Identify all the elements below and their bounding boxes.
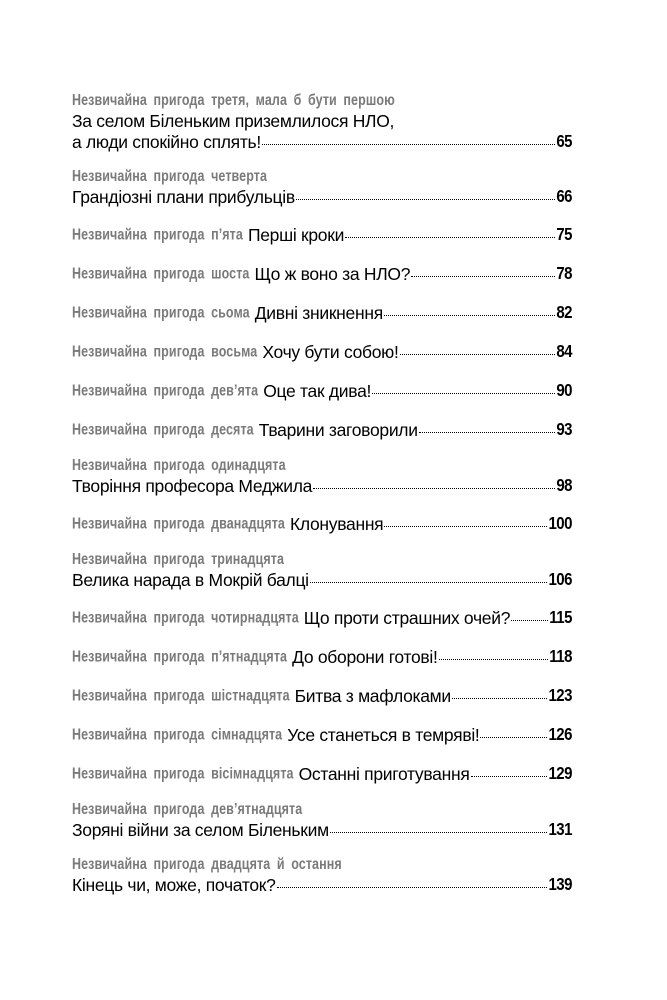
leader-dots bbox=[310, 582, 548, 583]
page-number: 65 bbox=[556, 132, 572, 152]
leader-dots bbox=[262, 144, 555, 145]
chapter-title: а люди спокійно сплять! bbox=[72, 132, 261, 152]
leader-dots bbox=[372, 393, 555, 394]
toc-entry-13[interactable] bbox=[72, 550, 572, 592]
chapter-label: Незвичайна пригода дванадцята bbox=[72, 514, 285, 532]
leader-dots bbox=[511, 620, 548, 621]
leader-dots bbox=[345, 237, 555, 238]
chapter-title: Перші кроки bbox=[247, 225, 345, 245]
leader-dots bbox=[471, 776, 548, 777]
leader-dots bbox=[400, 354, 556, 355]
chapter-label: Незвичайна пригода дев’ята bbox=[72, 381, 259, 399]
chapter-label: Незвичайна пригода шоста bbox=[72, 264, 250, 282]
chapter-label: Незвичайна пригода сьома bbox=[72, 303, 250, 321]
toc-entry-15[interactable] bbox=[72, 647, 572, 670]
toc-entry-12[interactable] bbox=[72, 514, 572, 537]
chapter-title: Творіння професора Меджила bbox=[72, 476, 313, 496]
leader-dots bbox=[330, 832, 548, 833]
chapter-title: До оборони готові! bbox=[292, 647, 438, 667]
chapter-title: Останні приготування bbox=[298, 764, 470, 784]
chapter-title: Велика нарада в Мокрій балці bbox=[72, 570, 309, 590]
chapter-label: Незвичайна пригода шістнадцята bbox=[72, 686, 290, 704]
toc-entry-17[interactable] bbox=[72, 725, 572, 748]
toc-entry-5[interactable] bbox=[72, 225, 572, 248]
toc-entry-7[interactable] bbox=[72, 303, 572, 326]
page-number: 139 bbox=[548, 875, 572, 895]
chapter-label: Незвичайна пригода одинадцята bbox=[72, 456, 286, 474]
page-number: 100 bbox=[548, 514, 572, 534]
page-number: 118 bbox=[549, 647, 572, 667]
table-of-contents bbox=[72, 91, 572, 913]
toc-entry-18[interactable] bbox=[72, 764, 572, 787]
chapter-label: Незвичайна пригода сімнадцята bbox=[72, 725, 283, 743]
page-number: 82 bbox=[556, 303, 572, 323]
page-number: 90 bbox=[556, 381, 572, 401]
chapter-title: Усе станеться в темряві! bbox=[287, 725, 480, 745]
page-number: 123 bbox=[548, 686, 572, 706]
chapter-label: Незвичайна пригода третя, мала б бути першою bbox=[72, 91, 395, 109]
chapter-title: Зоряні війни за селом Біленьким bbox=[72, 820, 329, 840]
chapter-title: Битва з мафлоками bbox=[294, 686, 451, 706]
toc-entry-14[interactable] bbox=[72, 608, 572, 631]
toc-entry-4[interactable] bbox=[72, 167, 572, 209]
toc-entry-20[interactable] bbox=[72, 855, 572, 897]
chapter-label: Незвичайна пригода чотирнадцята bbox=[72, 608, 299, 626]
toc-entry-9[interactable] bbox=[72, 381, 572, 404]
leader-dots bbox=[313, 488, 555, 489]
chapter-title: Оце так дива! bbox=[263, 381, 372, 401]
leader-dots bbox=[384, 315, 555, 316]
toc-entry-11[interactable] bbox=[72, 456, 572, 498]
chapter-title: Кінець чи, може, початок? bbox=[72, 875, 276, 895]
chapter-title: Що ж воно за НЛО? bbox=[254, 264, 411, 284]
page-number: 106 bbox=[548, 570, 572, 590]
chapter-title: Клонування bbox=[289, 514, 384, 534]
chapter-label: Незвичайна пригода десята bbox=[72, 420, 254, 438]
chapter-label: Незвичайна пригода вісімнадцята bbox=[72, 764, 294, 782]
toc-entry-3[interactable] bbox=[72, 91, 572, 154]
page-number: 84 bbox=[556, 342, 572, 362]
page-number: 93 bbox=[556, 420, 572, 440]
leader-dots bbox=[480, 737, 547, 738]
leader-dots bbox=[411, 276, 555, 277]
leader-dots bbox=[439, 659, 549, 660]
chapter-label: Незвичайна пригода дев’ятнадцята bbox=[72, 800, 303, 818]
page-number: 129 bbox=[548, 764, 572, 784]
chapter-title: Тварини заговорили bbox=[258, 420, 418, 440]
chapter-label: Незвичайна пригода восьма bbox=[72, 342, 258, 360]
page-number: 131 bbox=[548, 820, 572, 840]
leader-dots bbox=[296, 199, 555, 200]
page-number: 78 bbox=[556, 264, 572, 284]
leader-dots bbox=[419, 432, 556, 433]
page-number: 98 bbox=[556, 476, 572, 496]
toc-entry-6[interactable] bbox=[72, 264, 572, 287]
chapter-label: Незвичайна пригода тринадцята bbox=[72, 550, 285, 568]
toc-entry-8[interactable] bbox=[72, 342, 572, 365]
chapter-title: Дивні зникнення bbox=[254, 303, 383, 323]
page-number: 75 bbox=[556, 225, 572, 245]
page-number: 126 bbox=[548, 725, 572, 745]
chapter-label: Незвичайна пригода п’ята bbox=[72, 225, 243, 243]
toc-entry-10[interactable] bbox=[72, 420, 572, 443]
page-number: 115 bbox=[549, 608, 572, 628]
chapter-label: Незвичайна пригода четверта bbox=[72, 167, 268, 185]
chapter-title: Хочу бути собою! bbox=[262, 342, 399, 362]
leader-dots bbox=[384, 526, 547, 527]
leader-dots bbox=[452, 698, 548, 699]
chapter-label: Незвичайна пригода п’ятнадцята bbox=[72, 647, 288, 665]
chapter-title: Що проти страшних очей? bbox=[303, 608, 511, 628]
chapter-title-line-1: За селом Біленьким приземлилося НЛО, bbox=[72, 111, 395, 131]
chapter-title: Грандіозні плани прибульців bbox=[72, 187, 295, 207]
toc-entry-16[interactable] bbox=[72, 686, 572, 709]
page-number: 66 bbox=[556, 187, 572, 207]
toc-entry-19[interactable] bbox=[72, 800, 572, 842]
leader-dots bbox=[277, 887, 548, 888]
chapter-label: Незвичайна пригода двадцята й остання bbox=[72, 855, 342, 873]
